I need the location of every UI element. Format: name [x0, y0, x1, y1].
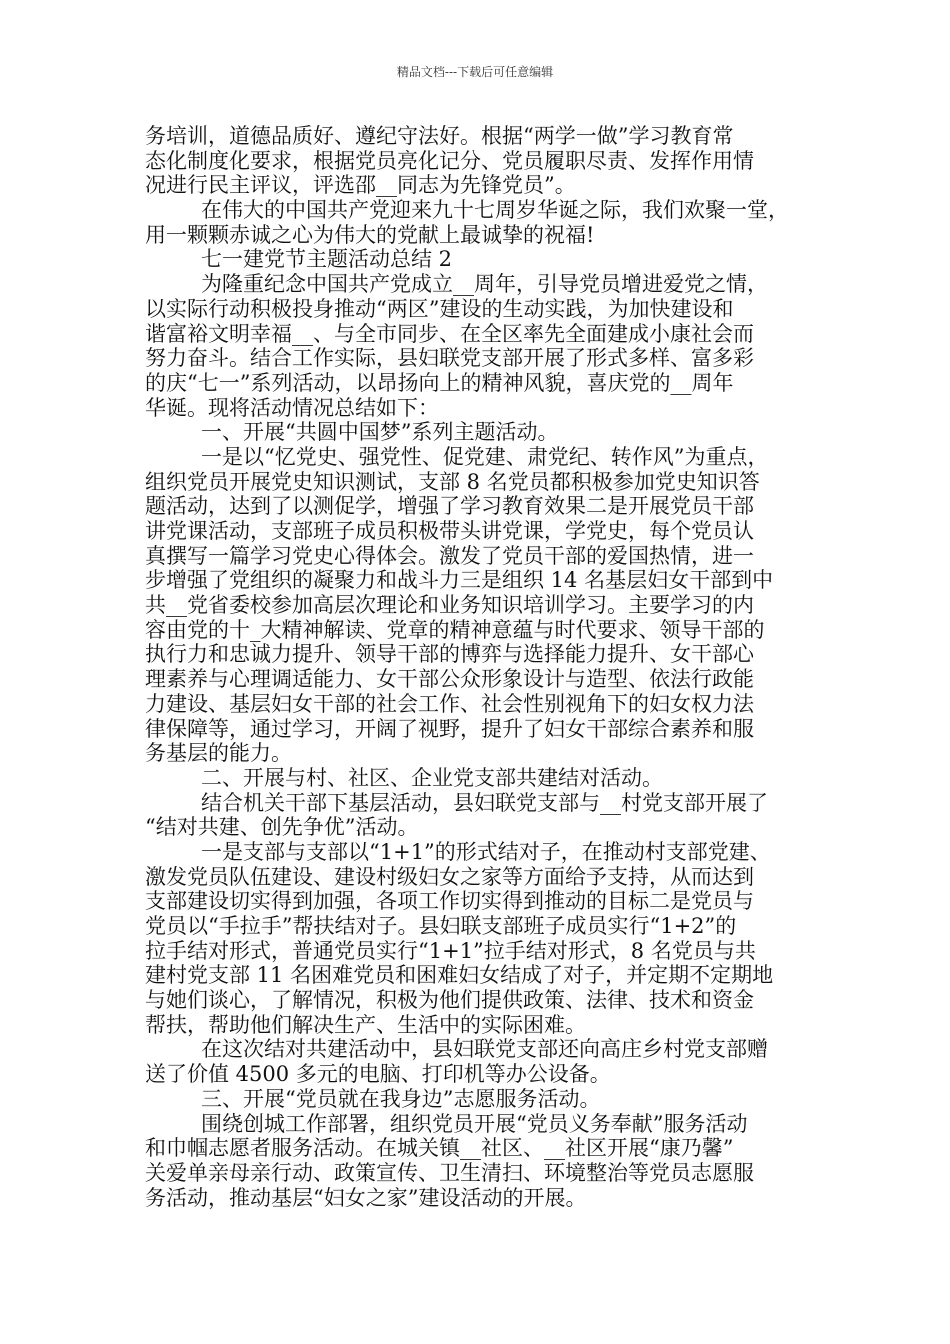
- text-line: 态化制度化要求，根据党员亮化记分、党员履职尽责、发挥作用情: [145, 148, 754, 173]
- text-line: 务活动，推动基层“妇女之家”建设活动的开展。: [145, 1185, 587, 1210]
- text-line: 为隆重纪念中国共产党成立__周年，引导党员增进爱党之情，: [201, 272, 768, 297]
- text-line: 步增强了党组织的凝聚力和战斗力三是组织 14 名基层妇女干部到中: [145, 568, 774, 593]
- text-line: 在伟大的中国共产党迎来九十七周岁华诞之际，我们欢聚一堂，: [201, 198, 789, 223]
- text-line: 激发党员队伍建设、建设村级妇女之家等方面给予支持，从而达到: [145, 864, 754, 889]
- text-line: 二、开展与村、社区、企业党支部共建结对活动。: [201, 765, 663, 790]
- text-line: 务培训，道德品质好、遵纪守法好。根据“两学一做”学习教育常: [145, 124, 734, 148]
- text-line: 容由党的十_大精神解读、党章的精神意蕴与时代要求、领导干部的: [145, 617, 765, 642]
- text-line: 三、开展“党员就在我身边”志愿服务活动。: [201, 1086, 601, 1111]
- text-line: 务基层的能力。: [145, 741, 292, 766]
- text-line: 华诞。现将活动情况总结如下：: [145, 395, 439, 420]
- text-line: 一、开展“共圆中国梦”系列主题活动。: [201, 420, 559, 445]
- page-header: 精品文档---下载后可任意编辑: [396, 65, 554, 79]
- text-line: 与她们谈心，了解情况，积极为他们提供政策、法律、技术和资金: [145, 988, 754, 1013]
- text-line: 理素养与心理调适能力、女干部公众形象设计与造型、依法行政能: [145, 667, 754, 692]
- text-line: 的庆“七一”系列活动，以昂扬向上的精神风貌，喜庆党的__周年: [145, 370, 734, 395]
- text-line: 建村党支部 11 名困难党员和困难妇女结成了对子，并定期不定期地: [145, 963, 774, 988]
- text-line: 用一颗颗赤诚之心为伟大的党献上最诚挚的祝福!: [145, 222, 595, 247]
- text-line: 执行力和忠诚力提升、领导干部的博弈与选择能力提升、女干部心: [145, 642, 754, 667]
- text-line: 关爱单亲母亲行动、政策宣传、卫生清扫、环境整治等党员志愿服: [145, 1160, 754, 1185]
- text-line: 律保障等，通过学习，开阔了视野，提升了妇女干部综合素养和服: [145, 716, 754, 741]
- document-body: [145, 124, 835, 1210]
- text-line: 一是以“忆党史、强党性、促党建、肃党纪、转作风”为重点，: [201, 444, 769, 469]
- text-line: 党员以“手拉手”帮扶结对子。县妇联支部班子成员实行“1+2”的: [145, 914, 737, 938]
- text-line: 帮扶，帮助他们解决生产、生活中的实际困难。: [145, 1012, 586, 1037]
- text-line: 组织党员开展党史知识测试，支部 8 名党员都积极参加党史知识答: [145, 469, 760, 494]
- text-line: “结对共建、创先争优”活动。: [145, 815, 419, 840]
- text-line: 讲党课活动，支部班子成员积极带头讲党课，学党史，每个党员认: [145, 519, 754, 543]
- text-line: 题活动，达到了以测促学，增强了学习教育效果二是开展党员干部: [145, 494, 754, 519]
- text-line: 围绕创城工作部署，组织党员开展“党员义务奉献”服务活动: [201, 1111, 748, 1136]
- text-line: 在这次结对共建活动中，县妇联党支部还向高庄乡村党支部赠: [201, 1037, 768, 1062]
- text-line: 努力奋斗。结合工作实际，县妇联党支部开展了形式多样、富多彩: [145, 346, 754, 371]
- text-line: 一是支部与支部以“1+1”的形式结对子，在推动村支部党建、: [201, 839, 771, 864]
- text-line: 送了价值 4500 多元的电脑、打印机等办公设备。: [145, 1062, 611, 1087]
- text-line: 支部建设切实得到加强，各项工作切实得到推动的目标二是党员与: [145, 889, 754, 914]
- text-line: 共__党省委校参加高层次理论和业务知识培训学习。主要学习的内: [145, 593, 754, 618]
- text-line: 拉手结对形式，普通党员实行“1+1”拉手结对形式，8 名党员与共: [145, 938, 756, 963]
- text-line: 结合机关干部下基层活动，县妇联党支部与__村党支部开展了: [201, 790, 768, 815]
- text-line: 力建设、基层妇女干部的社会工作、社会性别视角下的妇女权力法: [145, 691, 754, 716]
- text-line: 谐富裕文明幸福__、与全市同步、在全区率先全面建成小康社会而: [145, 321, 754, 346]
- text-line: 真撰写一篇学习党史心得体会。激发了党员干部的爱国热情，进一: [145, 543, 754, 568]
- text-line: 七一建党节主题活动总结 2: [201, 247, 453, 272]
- text-line: 和巾帼志愿者服务活动。在城关镇__社区、__社区开展“康乃馨”: [145, 1136, 734, 1161]
- text-line: 以实际行动积极投身推动“两区”建设的生动实践，为加快建设和: [145, 296, 734, 321]
- text-line: 况进行民主评议，评选邵__同志为先锋党员”。: [145, 173, 576, 198]
